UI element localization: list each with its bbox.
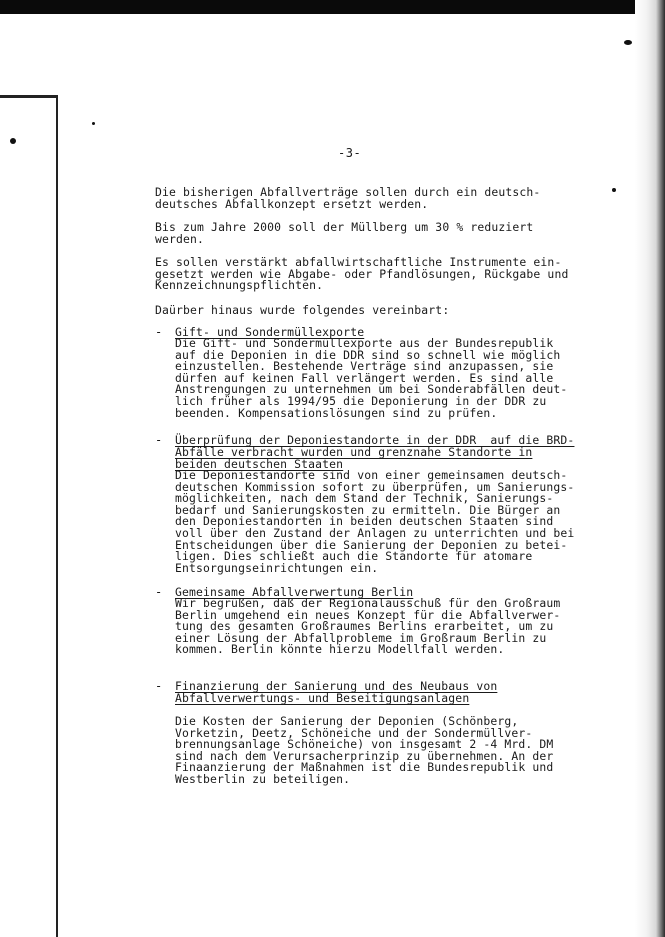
intro-paragraph-1: Die bisherigen Abfallverträge sollen durch ein deutsch- deutsches Abfallkonzept ersetzt werden.: [155, 185, 541, 211]
scan-top-edge: [0, 0, 665, 14]
page-number: -3-: [338, 146, 362, 160]
scan-speck: [624, 40, 632, 45]
section-body-abfallverwertung-berlin: Wir begrüßen, daß der Regionalausschuß für den Großraum Berlin umgehend ein neues Konzept für die Abfallverwer- tung des gesamten Großraumes Berlins erarbeitet, um zu einer Lösung der Abfallprobleme im Großraum Berlin zu kommen. Berlin könnte hierzu Modellfall werden.: [175, 596, 561, 657]
section-heading-gift-sondermuell: Gift- und Sondermüllexporte: [175, 325, 365, 339]
list-bullet: -: [155, 325, 163, 339]
scan-speck: [10, 138, 16, 144]
section-body-gift-sondermuell: Die Gift- und Sondermüllexporte aus der Bundesrepublik auf die Deponien in die DDR sind so schnell wie möglich einzustellen. Bestehende Verträge sind anzupassen, sie dürfen auf keinen Fall verlängert werden. Es sind alle Anstrengungen zu unternehmen um bei Sonderabfällen deut- lich früher als 1994/95 die Deponierung in der DDR zu beenden. Kompensationslösungen sind zu prüfen.: [175, 336, 568, 420]
section-body-deponiestandorte: Die Deponiestandorte sind von einer gemeinsamen deutsch- deutschen Kommission sofort zu überprüfen, um Sanierungs- möglichkeiten, nach dem Stand der Technik, Sanierungs- bedarf und Sanierungskosten zu ermitteln. Die Bürger an den Deponiestandorten in beiden deutschen Staaten sind voll über den Zustand der Anlagen zu unterrichten und bei Entscheidungen über die Sanierung der Deponien zu betei- ligen. Dies schließt auch die Standorte für atomare Entsorgungseinrichtungen ein.: [175, 468, 575, 575]
scan-right-edge: [635, 0, 665, 937]
list-bullet: -: [155, 585, 163, 599]
scan-speck: [92, 122, 95, 125]
section-body-finanzierung: Die Kosten der Sanierung der Deponien (Schönberg, Vorketzin, Deetz, Schöneiche und der Sondermüllver- brennungsanlage Schöneiche) von insgesamt 2 -4 Mrd. DM sind nach dem Verursacherprinzip zu übernehmen. An der Finaanzierung der Maßnahmen ist die Bundesrepublik und Westberlin zu beteiligen.: [175, 714, 554, 786]
section-heading-deponiestandorte: Überprüfung der Deponiestandorte in der DDR auf die BRD- Abfälle verbracht wurden und grenznahe Standorte in beiden deutschen Staaten: [175, 433, 575, 471]
intro-paragraph-3: Es sollen verstärkt abfallwirtschaftliche Instrumente ein- gesetzt werden wie Abgabe- oder Pfandlösungen, Rückgabe und Kennzeichnungspflichten.: [155, 255, 569, 293]
section-heading-finanzierung: Finanzierung der Sanierung und des Neubaus von Abfallverwertungs- und Beseitigungsanlagen: [175, 679, 498, 705]
scan-speck: [612, 188, 616, 192]
list-bullet: -: [155, 679, 163, 693]
section-heading-abfallverwertung-berlin: Gemeinsame Abfallverwertung Berlin: [175, 585, 414, 599]
intro-paragraph-2: Bis zum Jahre 2000 soll der Müllberg um 30 % reduziert werden.: [155, 220, 534, 246]
intro-paragraph-4: Daürber hinaus wurde folgendes vereinbart:: [155, 303, 450, 317]
scan-left-cut: [0, 95, 58, 98]
list-bullet: -: [155, 433, 163, 447]
scan-left-margin: [56, 95, 58, 937]
